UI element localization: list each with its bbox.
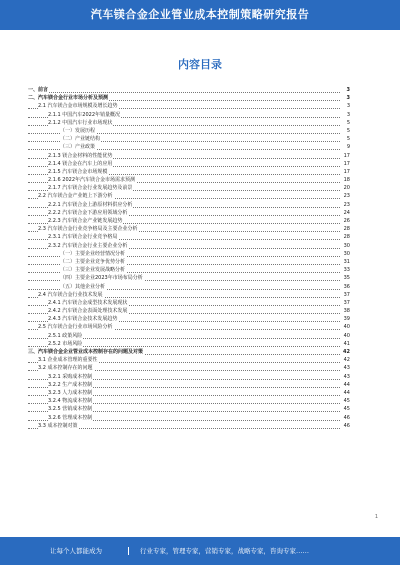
toc-entry-label: 2.5 汽车镁合金行业市场风险分析: [38, 324, 113, 331]
toc-entry-page: 40: [343, 332, 350, 339]
toc-entry-page: 35: [343, 275, 350, 282]
toc-entry-label: 3.3 成本控制对策: [38, 422, 78, 429]
toc-row[interactable]: [28, 111, 350, 119]
toc-row[interactable]: [28, 94, 350, 102]
toc-entry-page: 23: [343, 201, 350, 208]
toc-entry-label: 2.5.2 市场风险: [48, 340, 83, 347]
toc-entry-page: 42: [343, 357, 350, 364]
toc-row[interactable]: [28, 274, 350, 282]
toc-entry-page: 42: [343, 349, 350, 355]
page-number: 1: [374, 514, 378, 520]
toc-entry-page: 3: [346, 103, 350, 110]
toc-row[interactable]: [28, 258, 350, 266]
toc-entry-label: （一）发展历程: [60, 127, 96, 134]
toc-entry-page: 30: [343, 242, 350, 249]
toc-row[interactable]: [28, 86, 350, 94]
toc-row[interactable]: [28, 233, 350, 241]
toc-row[interactable]: [28, 160, 350, 168]
toc-entry-label: （四）主要企业2023年市场布局分析: [60, 275, 143, 282]
toc-entry-label: 3.2.3 人力成本控制: [48, 389, 93, 396]
toc-entry-page: 36: [343, 283, 350, 290]
toc-entry-page: 40: [343, 324, 350, 331]
toc-entry-label: 2.1.5 汽车镁合金市场规模: [48, 168, 108, 175]
toc-entry-page: 9: [346, 144, 350, 151]
toc-entry-label: 2.4.3 汽车镁合金技术发展趋势: [48, 316, 118, 323]
toc-entry-label: 3.2.4 物流成本控制: [48, 398, 93, 405]
toc-entry-page: 5: [346, 127, 350, 134]
toc-row[interactable]: [28, 266, 350, 274]
toc-row[interactable]: [28, 332, 350, 340]
toc-entry-page: 46: [343, 422, 350, 429]
toc-row[interactable]: [28, 283, 350, 291]
toc-entry-page: 24: [343, 209, 350, 216]
toc-entry-page: 43: [343, 373, 350, 380]
toc-row[interactable]: [28, 135, 350, 143]
toc-entry-label: （二）主要企业竞争优势分析: [60, 258, 126, 265]
toc-entry-page: 3: [346, 87, 350, 93]
toc-entry-label: 2.5.1 政策风险: [48, 332, 83, 339]
toc-row[interactable]: [28, 119, 350, 127]
toc-entry-page: 44: [343, 389, 350, 396]
toc-row[interactable]: [28, 414, 350, 422]
toc-entry-page: 41: [343, 340, 350, 347]
toc-entry-label: 2.3.1 汽车镁合金行业竞争格局: [48, 234, 118, 241]
toc-entry-label: 3.2.1 采购成本控制: [48, 373, 93, 380]
toc-entry-page: 33: [343, 267, 350, 274]
toc-entry-label: 3.1 企业成本管理的重要性: [38, 357, 98, 364]
toc-row[interactable]: [28, 102, 350, 110]
toc-row[interactable]: [28, 201, 350, 209]
toc-entry-page: 46: [343, 414, 350, 421]
toc-row[interactable]: [28, 291, 350, 299]
toc-entry-label: 3.2.6 管理成本控制: [48, 414, 93, 421]
toc-entry-label: 2.1 汽车镁合金市场规模及增长趋势: [38, 103, 118, 110]
toc-entry-page: 37: [343, 291, 350, 298]
toc-entry-page: 28: [343, 234, 350, 241]
toc-entry-page: 44: [343, 381, 350, 388]
toc-row[interactable]: [28, 127, 350, 135]
toc-entry-page: 5: [346, 119, 350, 126]
toc-entry-label: 三、汽车镁合金企业管业成本控制存在的问题及对策: [28, 349, 144, 355]
toc-row[interactable]: [28, 217, 350, 225]
toc-entry-label: 2.1.1 中国汽车2022年销量概况: [48, 111, 121, 118]
toc-entry-label: 2.2.3 汽车镁合金产业链发展趋势: [48, 218, 123, 224]
toc-entry-page: 17: [343, 168, 350, 175]
footer-slogan: 让每个人都能成为: [50, 547, 102, 555]
toc-entry-page: 45: [343, 398, 350, 405]
toc-entry-label: 2.4.1 汽车镁合金成型技术发展现状: [48, 299, 128, 306]
toc-row[interactable]: [28, 307, 350, 315]
toc-entry-label: 2.3.2 汽车镁合金行业主要企业分析: [48, 242, 128, 249]
footer-divider: [128, 547, 129, 555]
toc-entry-page: 30: [343, 250, 350, 257]
footer-bar: [0, 537, 400, 565]
toc-row[interactable]: [28, 184, 350, 192]
toc-entry-page: 5: [346, 136, 350, 143]
toc-entry-page: 26: [343, 218, 350, 224]
toc-row[interactable]: [28, 152, 350, 160]
toc-entry-label: 3.2.2 生产成本控制: [48, 381, 93, 388]
toc-entry-page: 45: [343, 406, 350, 413]
toc-entry-label: 2.4 汽车镁合金行业技术发展: [38, 291, 103, 298]
toc-entry-label: 2.1.3 镁合金材料的性能优势: [48, 152, 113, 159]
toc-entry-label: （三）主要企业发展战略分析: [60, 267, 126, 274]
toc-entry-label: 二、汽车镁合金行业市场分析及预测: [28, 95, 109, 102]
toc-row[interactable]: [28, 250, 350, 258]
toc-entry-page: 31: [343, 258, 350, 265]
toc-entry-page: 20: [343, 185, 350, 192]
toc-row[interactable]: [28, 168, 350, 176]
toc-entry-page: 37: [343, 299, 350, 306]
toc-entry-page: 18: [343, 177, 350, 184]
toc-row[interactable]: [28, 405, 350, 413]
toc-entry-label: 2.1.7 汽车镁合金行业发展趋势及前景: [48, 185, 133, 192]
report-title: 汽车镁合金企业管业成本控制策略研究报告: [90, 8, 310, 21]
toc-entry-label: 一、前言: [28, 87, 49, 93]
toc-row[interactable]: [28, 381, 350, 389]
toc-entry-label: （三）产业政策: [60, 144, 96, 151]
toc-entry-page: 28: [343, 226, 350, 233]
toc-entry-page: 17: [343, 152, 350, 159]
toc-entry-page: 39: [343, 316, 350, 323]
toc-entry-page: 43: [343, 365, 350, 372]
toc-row[interactable]: [28, 323, 350, 331]
toc-entry-label: （二）产业链结构: [60, 136, 101, 143]
toc-entry-label: 2.4.2 汽车镁合金表面处理技术发展: [48, 308, 128, 315]
toc-entry-label: 2.1.6 2022年汽车镁合金市场需求预测: [48, 177, 136, 184]
toc-entry-label: 2.1.2 中国汽车行业市场现状: [48, 119, 113, 126]
toc-row[interactable]: [28, 315, 350, 323]
toc-row[interactable]: [28, 348, 350, 356]
toc-entry-label: （五）其他企业分析: [60, 283, 106, 290]
toc-entry-label: （一）主要企业经营情况分析: [60, 250, 126, 257]
toc-row[interactable]: [28, 299, 350, 307]
toc-entry-page: 23: [343, 193, 350, 200]
toc-row[interactable]: [28, 242, 350, 250]
toc-entry-page: 17: [343, 160, 350, 167]
toc-row[interactable]: [28, 176, 350, 184]
toc-entry-page: 38: [343, 308, 350, 315]
table-of-contents: [28, 86, 350, 430]
toc-entry-label: 2.2.2 汽车镁合金下游应用领域分析: [48, 209, 128, 216]
toc-row[interactable]: [28, 225, 350, 233]
toc-entry-label: 3.2.5 营销成本控制: [48, 406, 93, 413]
toc-entry-label: 2.1.4 镁合金在汽车上的应用: [48, 160, 113, 167]
toc-row[interactable]: [28, 340, 350, 348]
toc-row[interactable]: [28, 397, 350, 405]
footer-tagline: 行业专家，管理专家，营销专家，战略专家，咨询专家……: [140, 547, 309, 555]
toc-row[interactable]: [28, 356, 350, 364]
toc-row[interactable]: [28, 192, 350, 200]
toc-entry-label: 2.2 汽车镁合金产业链上下游分析: [38, 193, 113, 200]
toc-entry-label: 2.3 汽车镁合金行业竞争格局及主要企业分析: [38, 226, 138, 233]
header-bar: [0, 0, 400, 30]
toc-row[interactable]: [28, 389, 350, 397]
toc-row[interactable]: [28, 422, 350, 430]
toc-entry-page: 3: [346, 111, 350, 118]
toc-row[interactable]: [28, 209, 350, 217]
toc-entry-page: 3: [346, 95, 350, 102]
toc-entry-label: 2.2.1 汽车镁合金上游原材料供应分析: [48, 201, 133, 208]
toc-row[interactable]: [28, 364, 350, 372]
toc-entry-label: 3.2 成本控制存在的问题: [38, 365, 93, 372]
toc-row[interactable]: [28, 373, 350, 381]
toc-title: 内容目录: [178, 58, 222, 71]
toc-row[interactable]: [28, 143, 350, 151]
